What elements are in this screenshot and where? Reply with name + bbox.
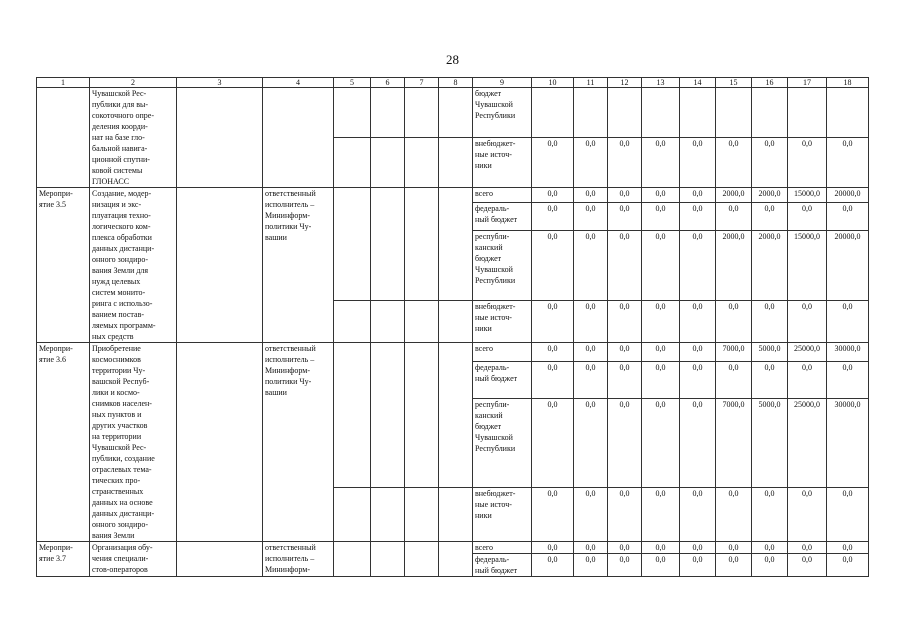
value-cell: [680, 88, 716, 138]
empty-cell: [405, 188, 439, 301]
value-cell: 0,0: [827, 554, 869, 577]
table-body: [37, 78, 869, 577]
value-cell: 0,0: [827, 138, 869, 188]
measure-cell: [37, 88, 90, 188]
value-cell: 0,0: [827, 202, 869, 231]
column-header: 17: [788, 78, 827, 88]
value-cell: [608, 88, 642, 138]
executor-cell: ответственный исполнитель – Мининформ- политики Чу- вашии: [263, 188, 334, 343]
empty-cell: [371, 88, 405, 138]
value-cell: 5000,0: [752, 343, 788, 362]
value-cell: 0,0: [574, 362, 608, 399]
column-header: 9: [473, 78, 532, 88]
column-header: 1: [37, 78, 90, 88]
value-cell: 0,0: [608, 343, 642, 362]
description-cell: Чувашской Рес- публики для вы- сокоточного опре- деления коорди- нат на базе гло- бальной навига- ционной спутни- ковой системы ГЛОНАСС: [90, 88, 177, 188]
empty-cell: [371, 188, 405, 301]
column-header: 2: [90, 78, 177, 88]
funding-source-cell: внебюджет- ные источ- ники: [473, 300, 532, 342]
column-header: 4: [263, 78, 334, 88]
value-cell: [532, 88, 574, 138]
value-cell: 0,0: [608, 202, 642, 231]
value-cell: 0,0: [680, 300, 716, 342]
funding-source-cell: бюджет Чувашской Республики: [473, 88, 532, 138]
value-cell: 0,0: [574, 554, 608, 577]
value-cell: 0,0: [788, 300, 827, 342]
empty-cell: [405, 138, 439, 188]
description-cell: Организация обу- чения специали- стов-операторов: [90, 542, 177, 577]
funding-source-cell: федераль- ный бюджет: [473, 202, 532, 231]
value-cell: 0,0: [574, 188, 608, 203]
value-cell: 30000,0: [827, 343, 869, 362]
measure-cell: Меропри- ятие 3.6: [37, 343, 90, 542]
empty-cell: [371, 300, 405, 342]
column-header: 3: [177, 78, 263, 88]
value-cell: 0,0: [574, 398, 608, 487]
value-cell: 0,0: [532, 202, 574, 231]
value-cell: 0,0: [642, 343, 680, 362]
value-cell: 0,0: [752, 202, 788, 231]
empty-cell: [439, 138, 473, 188]
value-cell: 0,0: [642, 487, 680, 541]
value-cell: 7000,0: [716, 343, 752, 362]
value-cell: 0,0: [827, 487, 869, 541]
value-cell: 0,0: [680, 487, 716, 541]
value-cell: 20000,0: [827, 231, 869, 300]
value-cell: 0,0: [680, 202, 716, 231]
value-cell: 0,0: [680, 542, 716, 554]
value-cell: 0,0: [608, 398, 642, 487]
table-row: [37, 542, 869, 554]
value-cell: 0,0: [574, 300, 608, 342]
column-header: 8: [439, 78, 473, 88]
value-cell: 0,0: [716, 487, 752, 541]
value-cell: 0,0: [788, 138, 827, 188]
value-cell: 20000,0: [827, 188, 869, 203]
measure-cell: Меропри- ятие 3.7: [37, 542, 90, 577]
empty-cell: [371, 542, 405, 577]
funding-source-cell: республи- канский бюджет Чувашской Республики: [473, 231, 532, 300]
value-cell: 0,0: [680, 231, 716, 300]
table-row: [37, 88, 869, 138]
empty-cell: [439, 487, 473, 541]
value-cell: 0,0: [532, 542, 574, 554]
value-cell: 30000,0: [827, 398, 869, 487]
value-cell: 0,0: [574, 487, 608, 541]
funding-source-cell: федераль- ный бюджет: [473, 554, 532, 577]
value-cell: 25000,0: [788, 398, 827, 487]
funding-source-cell: всего: [473, 542, 532, 554]
value-cell: 0,0: [574, 343, 608, 362]
value-cell: 0,0: [642, 231, 680, 300]
column-header: 7: [405, 78, 439, 88]
empty-cell: [334, 487, 371, 541]
empty-cell: [405, 542, 439, 577]
empty-cell: [371, 138, 405, 188]
value-cell: 0,0: [608, 542, 642, 554]
empty-cell: [334, 343, 371, 488]
value-cell: 2000,0: [752, 188, 788, 203]
column-header: 6: [371, 78, 405, 88]
value-cell: 0,0: [532, 138, 574, 188]
empty-cell: [405, 88, 439, 138]
value-cell: 0,0: [532, 231, 574, 300]
value-cell: [827, 88, 869, 138]
executor-cell: ответственный исполнитель – Мининформ-: [263, 542, 334, 577]
empty-cell: [334, 188, 371, 301]
empty-cell: [371, 343, 405, 488]
value-cell: [788, 88, 827, 138]
value-cell: 0,0: [716, 554, 752, 577]
value-cell: 0,0: [788, 362, 827, 399]
funding-source-cell: республи- канский бюджет Чувашской Республики: [473, 398, 532, 487]
value-cell: 0,0: [680, 343, 716, 362]
value-cell: 15000,0: [788, 188, 827, 203]
value-cell: 0,0: [532, 487, 574, 541]
value-cell: 0,0: [642, 300, 680, 342]
value-cell: 2000,0: [716, 188, 752, 203]
value-cell: 0,0: [827, 300, 869, 342]
value-cell: 2000,0: [716, 231, 752, 300]
value-cell: 5000,0: [752, 398, 788, 487]
value-cell: 0,0: [608, 138, 642, 188]
value-cell: 0,0: [532, 554, 574, 577]
value-cell: 0,0: [608, 188, 642, 203]
empty-cell: [405, 343, 439, 488]
empty-cell: [439, 343, 473, 488]
value-cell: 0,0: [788, 554, 827, 577]
value-cell: 0,0: [827, 542, 869, 554]
empty-cell: [334, 542, 371, 577]
value-cell: 0,0: [716, 542, 752, 554]
value-cell: 0,0: [752, 554, 788, 577]
executor-cell: ответственный исполнитель – Мининформ- политики Чу- вашии: [263, 343, 334, 542]
funding-source-cell: внебюджет- ные источ- ники: [473, 487, 532, 541]
column-header: 12: [608, 78, 642, 88]
value-cell: 0,0: [642, 138, 680, 188]
empty-cell: [405, 300, 439, 342]
value-cell: 0,0: [642, 542, 680, 554]
value-cell: 0,0: [788, 202, 827, 231]
value-cell: 0,0: [752, 362, 788, 399]
value-cell: [716, 88, 752, 138]
value-cell: 0,0: [532, 343, 574, 362]
value-cell: 0,0: [642, 554, 680, 577]
value-cell: 0,0: [608, 362, 642, 399]
funding-source-cell: всего: [473, 343, 532, 362]
value-cell: 25000,0: [788, 343, 827, 362]
table-row: [37, 188, 869, 203]
value-cell: 0,0: [752, 138, 788, 188]
value-cell: [642, 88, 680, 138]
value-cell: 0,0: [642, 362, 680, 399]
value-cell: 0,0: [752, 300, 788, 342]
value-cell: [574, 88, 608, 138]
value-cell: 0,0: [827, 362, 869, 399]
empty-cell: [371, 487, 405, 541]
value-cell: 0,0: [680, 362, 716, 399]
value-cell: 0,0: [608, 231, 642, 300]
value-cell: 0,0: [642, 202, 680, 231]
value-cell: [752, 88, 788, 138]
value-cell: 0,0: [680, 554, 716, 577]
value-cell: 0,0: [788, 542, 827, 554]
column-header: 15: [716, 78, 752, 88]
column-header: 13: [642, 78, 680, 88]
value-cell: 0,0: [716, 202, 752, 231]
empty-cell: [334, 138, 371, 188]
value-cell: 2000,0: [752, 231, 788, 300]
empty-cell: [439, 188, 473, 301]
value-cell: 0,0: [642, 188, 680, 203]
value-cell: 0,0: [532, 398, 574, 487]
financing-table: [36, 77, 869, 577]
empty-cell: [177, 88, 263, 188]
header-row: [37, 78, 869, 88]
column-header: 14: [680, 78, 716, 88]
value-cell: 0,0: [642, 398, 680, 487]
description-cell: Приобретение космоснимков территории Чу- вашской Респуб- лики и космо- снимков населен- ных пунктов и других участков на территории Чувашской Рес- публики, создание отраслевых тема- тических про- странственных данных на основе данных дистанци- онного зондиро- вания Земли: [90, 343, 177, 542]
empty-cell: [177, 542, 263, 577]
value-cell: 0,0: [680, 188, 716, 203]
description-cell: Создание, модер- низация и экс- плуатация техно- логического ком- плекса обработки данных дистанци- онного зондиро- вания Земли для нужд целевых систем монито- ринга с использо- ванием постав- ляемых программ- ных средств: [90, 188, 177, 343]
value-cell: 0,0: [574, 138, 608, 188]
executor-cell: [263, 88, 334, 188]
funding-source-cell: всего: [473, 188, 532, 203]
value-cell: 0,0: [716, 300, 752, 342]
column-header: 18: [827, 78, 869, 88]
funding-source-cell: федераль- ный бюджет: [473, 362, 532, 399]
value-cell: 0,0: [608, 300, 642, 342]
column-header: 10: [532, 78, 574, 88]
column-header: 5: [334, 78, 371, 88]
empty-cell: [439, 88, 473, 138]
value-cell: 0,0: [680, 398, 716, 487]
table-row: [37, 343, 869, 362]
value-cell: 0,0: [532, 362, 574, 399]
empty-cell: [177, 188, 263, 343]
value-cell: 0,0: [680, 138, 716, 188]
value-cell: 0,0: [752, 542, 788, 554]
value-cell: 0,0: [716, 362, 752, 399]
value-cell: 0,0: [532, 300, 574, 342]
column-header: 11: [574, 78, 608, 88]
value-cell: 0,0: [574, 202, 608, 231]
empty-cell: [439, 300, 473, 342]
value-cell: 0,0: [608, 487, 642, 541]
measure-cell: Меропри- ятие 3.5: [37, 188, 90, 343]
value-cell: 0,0: [752, 487, 788, 541]
value-cell: 0,0: [574, 542, 608, 554]
value-cell: 15000,0: [788, 231, 827, 300]
value-cell: 0,0: [788, 487, 827, 541]
funding-source-cell: внебюджет- ные источ- ники: [473, 138, 532, 188]
value-cell: 0,0: [716, 138, 752, 188]
value-cell: 0,0: [608, 554, 642, 577]
empty-cell: [405, 487, 439, 541]
value-cell: 7000,0: [716, 398, 752, 487]
empty-cell: [439, 542, 473, 577]
empty-cell: [334, 88, 371, 138]
empty-cell: [334, 300, 371, 342]
value-cell: 0,0: [574, 231, 608, 300]
column-header: 16: [752, 78, 788, 88]
page-number: 28: [446, 52, 459, 67]
empty-cell: [177, 343, 263, 542]
value-cell: 0,0: [532, 188, 574, 203]
